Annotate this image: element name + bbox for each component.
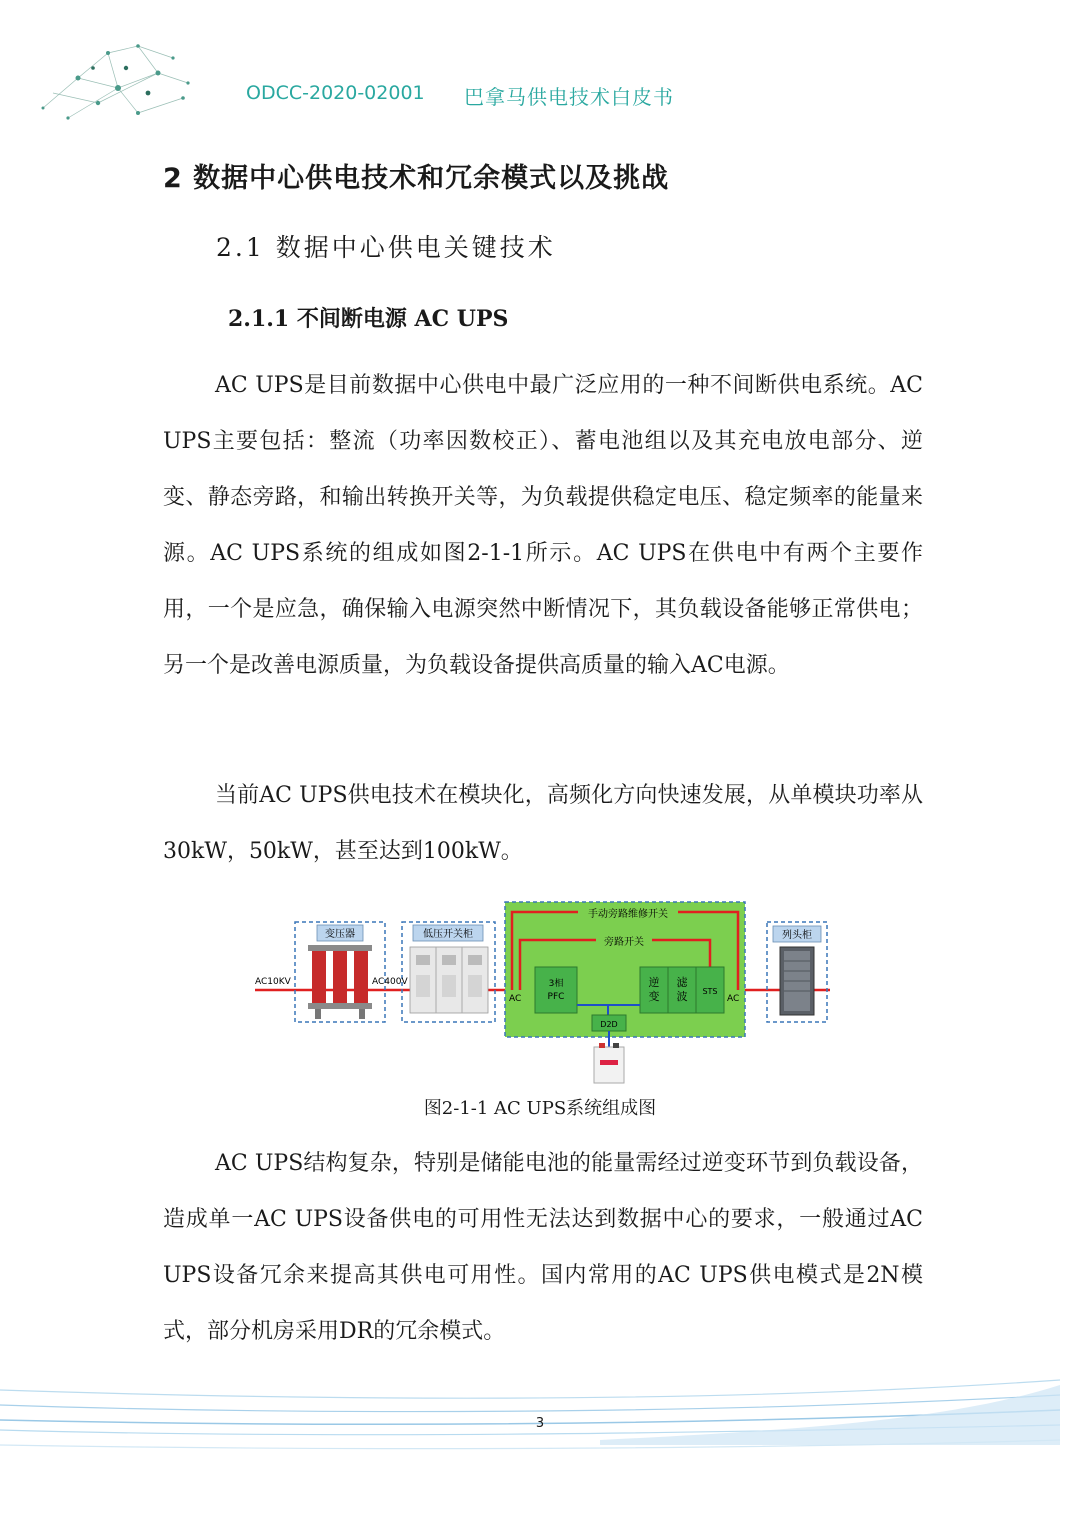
ac400v-label: AC400V <box>372 977 408 987</box>
chapter-heading: 2 数据中心供电技术和冗余模式以及挑战 <box>163 163 670 194</box>
rack-label: 列头柜 <box>782 930 812 941</box>
manual-bypass-label: 手动旁路维修开关 <box>588 909 668 920</box>
paragraph-ac-ups-intro: AC UPS是目前数据中心供电中最广泛应用的一种不间断供电系统。AC UPS主要包括：整流（功率因数校正）、蓄电池组以及其充电放电部分、逆变、静态旁路，和输出转换开关等，为负载提供稳定电压、稳定频率的能量来源。AC UPS系统的组成如图2-1-1所示。AC UPS在供电中有两个主要作用，一个是应急，确保输入电源突然中断情况下，其负载设备能够正常供电；另一个是改善电源质量，为负载设备提供高质量的输入AC电源。 <box>163 373 923 678</box>
ac-out-label: AC <box>727 994 740 1004</box>
transformer-label: 变压器 <box>325 929 355 940</box>
pfc-label-top: 3相 <box>548 979 564 989</box>
battery-icon <box>594 1043 624 1083</box>
document-title-header: 巴拿马供电技术白皮书 <box>464 85 674 109</box>
switchgear-cabinet-icon <box>410 947 488 1013</box>
footer-wave-decoration <box>0 1370 1080 1460</box>
filter-label-top: 滤 <box>676 976 688 989</box>
d2d-label: D2D <box>600 1020 618 1029</box>
ac-in-label: AC <box>509 994 522 1004</box>
document-id: ODCC-2020-02001 <box>246 82 425 104</box>
page-number: 3 <box>535 1416 545 1431</box>
sts-label: STS <box>702 987 718 996</box>
transformer-icon <box>308 945 372 1019</box>
bypass-switch-label: 旁路开关 <box>604 937 644 948</box>
ac-ups-system-diagram <box>250 895 835 1090</box>
pfc-block <box>535 967 577 1013</box>
paragraph-ac-ups-redundancy: AC UPS结构复杂，特别是储能电池的能量需经过逆变环节到负载设备，造成单一AC UPS设备供电的可用性无法达到数据中心的要求，一般通过AC UPS设备冗余来提高其供电可用性。国内常用的AC UPS供电模式是2N模式，部分机房采用DR的冗余模式。 <box>163 1151 923 1344</box>
figure-caption: 图2-1-1 AC UPS系统组成图 <box>423 1098 657 1119</box>
pfc-label-bottom: PFC <box>547 992 565 1002</box>
filter-label-bottom: 波 <box>676 990 688 1003</box>
section-heading: 2.1 数据中心供电关键技术 <box>216 233 556 262</box>
inverter-label-top: 逆 <box>648 976 660 989</box>
server-rack-icon <box>780 947 814 1015</box>
subsection-heading: 2.1.1 不间断电源 AC UPS <box>228 306 509 332</box>
inverter-label-bottom: 变 <box>648 990 660 1003</box>
ac10kv-label: AC10KV <box>255 977 291 987</box>
paragraph-ac-ups-trend: 当前AC UPS供电技术在模块化，高频化方向快速发展，从单模块功率从30kW，50kW，甚至达到100kW。 <box>163 783 923 864</box>
lv-cabinet-label: 低压开关柜 <box>423 929 473 940</box>
network-logo-icon <box>38 38 198 128</box>
